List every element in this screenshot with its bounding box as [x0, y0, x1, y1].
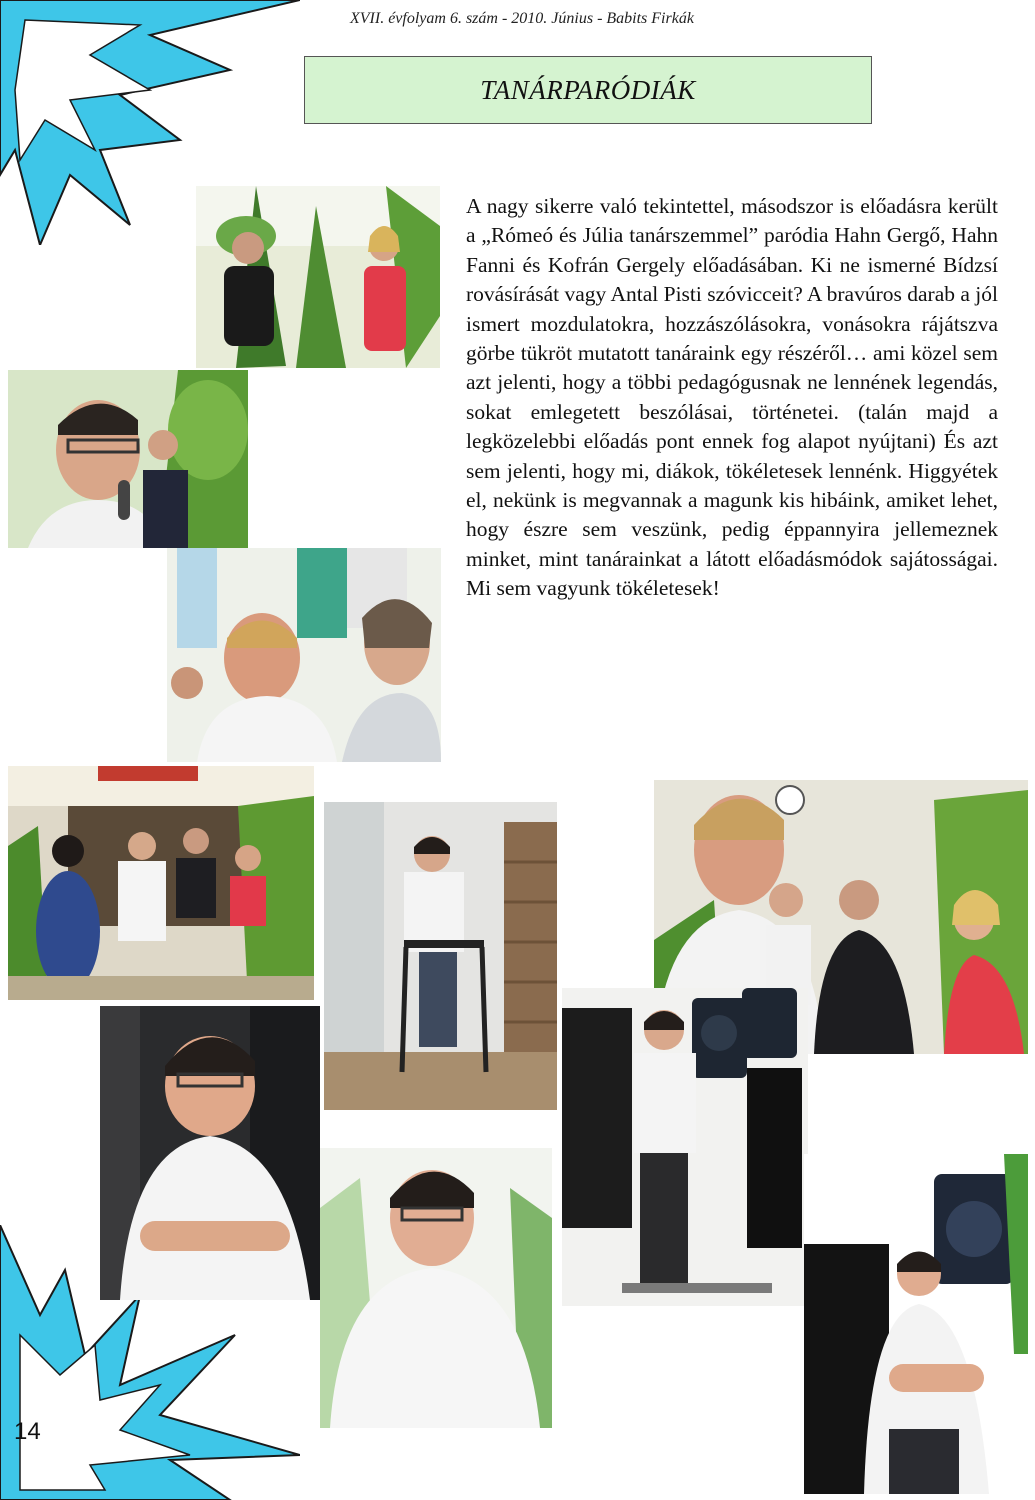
page-title: TANÁRPARÓDIÁK	[480, 75, 696, 105]
article-text: A nagy sikerre való tekintettel, másodszor is előadásra került a „Rómeó és Júlia tanárszemmel” paródia Hahn Gergő, Hahn Fanni és Kofrán Gergely előadásában. Ki ne ismerné Bídzsí rovásírását vagy Antal Pisti szóvicceit? A bravúros darab a jól ismert mozdulatokra, hozzászólásokra, vonásokra rájátszva görbe tükröt mutatott tanáraink egy részéről… ami közel sem azt jelenti, hogy a többi pedagógusnak ne lennének legendás, sokat emlegetett beszólásai, történetei. (talán majd a legközelebbi előadás pont ennek fog alapot nyújtani) És azt sem jelenti, hogy mi, diákok, tökéletesek lennénk. Higgyétek el, nekünk is megvannak a magunk kis hibáink, amiket lehet, hogy észre sem veszünk, pedig éppannyira jellemeznek minket, mint tanárainkat a látott előadásmódok sajátosságai. Mi sem vagyunk tökéletesek!	[466, 194, 998, 601]
page-number: 14	[14, 1418, 41, 1445]
photo-performer-microphone	[8, 370, 248, 548]
issue-header: XVII. évfolyam 6. szám - 2010. Június - Babits Firkák	[350, 10, 694, 27]
photo-performer-surprised	[804, 1154, 1028, 1494]
photo-performer-walker	[324, 802, 557, 1110]
photo-performer-closed-eyes	[320, 1148, 552, 1428]
photo-performer-laughing	[100, 1006, 320, 1300]
photo-two-performers-top	[196, 186, 440, 368]
photo-group-on-stage	[8, 766, 314, 1000]
photo-audience-teachers	[167, 548, 441, 762]
photo-performer-speakers	[562, 988, 808, 1306]
title-box	[304, 56, 872, 124]
